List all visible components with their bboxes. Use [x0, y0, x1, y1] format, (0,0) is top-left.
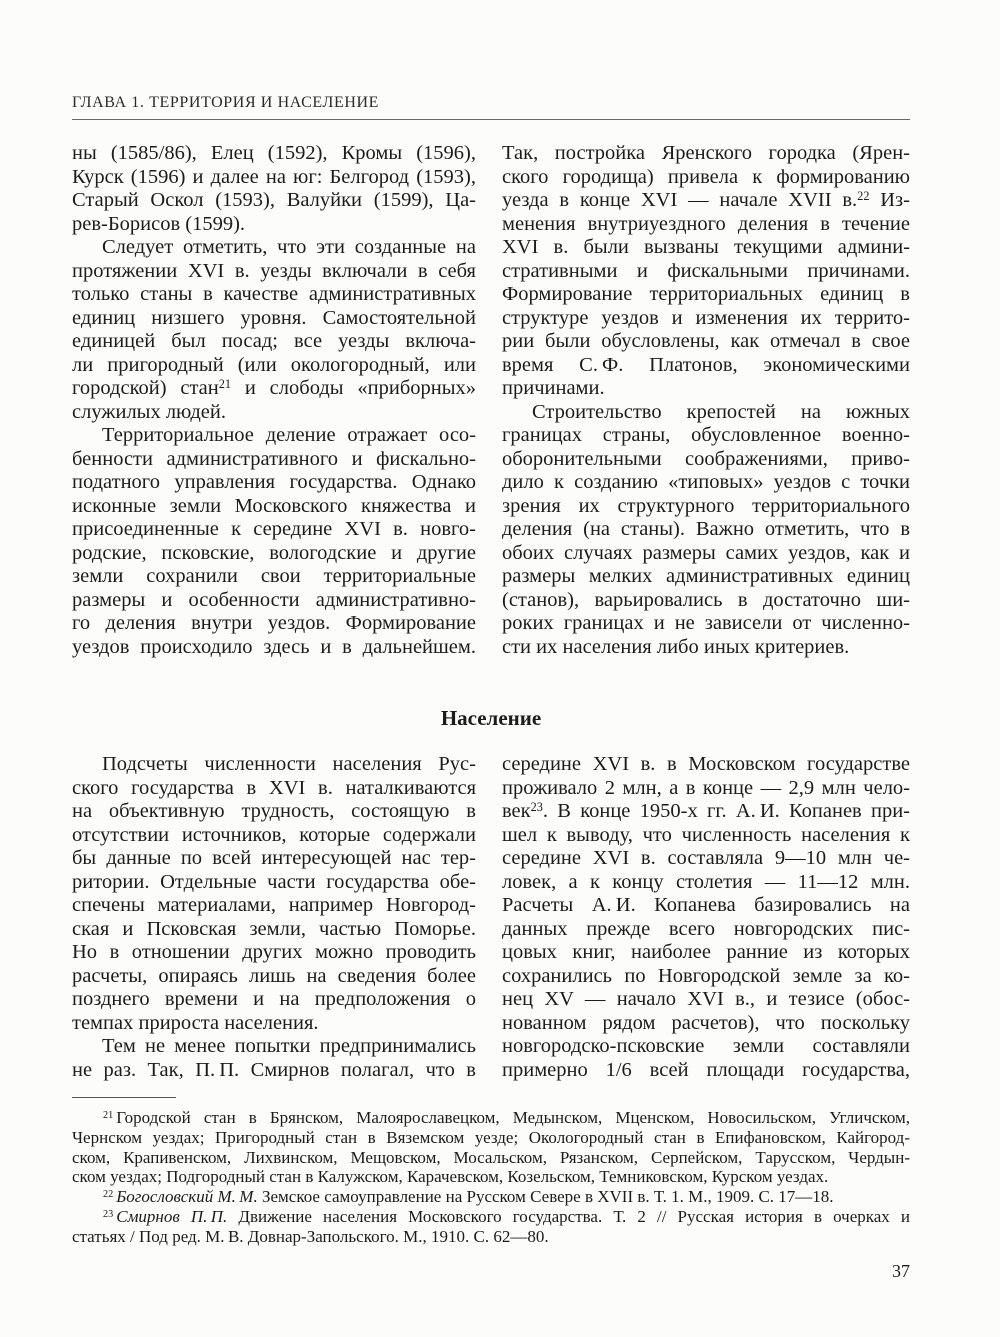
text-run: нованном рядом расчетов), что поскольку — [502, 1011, 910, 1034]
text-line — [72, 166, 476, 190]
text-run: Расчеты А. И. Копанева базировались на — [502, 894, 910, 916]
text-line — [502, 236, 910, 260]
running-header: ГЛАВА 1. ТЕРРИТОРИЯ И НАСЕЛЕНИЕ — [72, 94, 380, 111]
text-run: границах страны, обусловленное военно- — [502, 424, 910, 446]
text-line — [502, 871, 910, 895]
text-line — [502, 518, 910, 542]
footnote — [72, 1187, 910, 1207]
text-run: цовых книг, наиболее ранние из которых — [502, 941, 910, 963]
text-line — [502, 377, 910, 401]
text-line — [502, 988, 910, 1012]
author-name: Смирнов П. П. — [116, 1206, 228, 1226]
text-line — [502, 589, 910, 613]
footnotes — [72, 1108, 910, 1247]
text-run: середине XVI в. в Московском государстве — [502, 753, 910, 775]
text-run: Тем не менее попытки предпринимались — [102, 1035, 476, 1057]
text-line — [502, 941, 910, 965]
text-run: данных прежде всего новгородских пис- — [502, 917, 910, 940]
text-line — [72, 894, 476, 918]
footnote-reference: 23 — [530, 799, 543, 814]
text-run: городской) стан — [72, 377, 219, 399]
text-line — [502, 213, 910, 237]
paragraph — [72, 142, 476, 236]
text-line — [72, 871, 476, 895]
text-line — [502, 354, 910, 378]
text-line — [502, 1035, 910, 1059]
text-line — [502, 918, 910, 942]
text-run: середине XVI в. составляла 9—10 млн че- — [502, 847, 910, 869]
text-line — [72, 1227, 910, 1247]
text-line — [502, 542, 910, 566]
text-run: служилых людей. — [72, 400, 226, 423]
text-run: Городской стан в Брянском, Малоярославецком, Медынском, Мценском, Новосильском, Угличском, — [116, 1108, 910, 1127]
text-run: ского городища) привела к формированию — [502, 165, 910, 188]
text-run: ского государства в XVI в. наталкиваются — [72, 776, 476, 799]
text-run: новгородско-псковские земли составляли — [502, 1035, 910, 1057]
text-run: обоих случаях размеры самих уездов, как и — [502, 541, 910, 564]
text-line — [502, 142, 910, 166]
text-run: время С. Ф. Платонов, экономическими — [502, 353, 910, 376]
text-line — [72, 777, 476, 801]
footnote-reference: 22 — [857, 188, 870, 203]
text-run: Из- — [869, 189, 910, 211]
text-run: единиц низшего уровня. Самостоятельной — [72, 306, 476, 329]
text-line — [72, 1035, 476, 1059]
text-run: . В конце 1950-х гг. А. И. Копанев при- — [542, 800, 910, 822]
footnote — [72, 1108, 910, 1187]
text-run: уезда в конце XVI — начале XVII в. — [502, 189, 858, 211]
text-run: роких границах и не зависели от численно- — [502, 612, 910, 634]
text-line — [72, 448, 476, 472]
paragraph — [72, 424, 476, 659]
text-line — [502, 448, 910, 472]
text-run: стративными и фискальными причинами. — [502, 259, 910, 282]
text-run: Строительство крепостей на южных — [532, 400, 910, 423]
text-run: деления (на станы). Важно отметить, что в — [502, 518, 910, 540]
text-run: шел к выводу, что численность населения к — [502, 823, 910, 846]
text-column-top-right — [502, 142, 910, 659]
text-run: бенности административного и фискально- — [72, 447, 476, 470]
text-line — [502, 330, 910, 354]
text-run: расчеты, опираясь лишь на сведения более — [72, 964, 476, 987]
text-line — [502, 894, 910, 918]
text-run: Следует отметить, что эти созданные на — [102, 236, 476, 258]
text-line — [72, 354, 476, 378]
footnote — [72, 1207, 910, 1247]
text-line — [72, 1187, 910, 1207]
text-line — [72, 918, 476, 942]
text-run: оборонительными соображениями, приво- — [502, 447, 910, 470]
text-run: земли сохранили свои территориальные — [72, 565, 476, 587]
section-heading: Население — [440, 706, 542, 730]
footnote-reference: 21 — [218, 376, 232, 391]
text-line — [72, 636, 476, 660]
text-line — [502, 824, 910, 848]
text-run: бы данные по всей интересующей нас тер- — [72, 847, 476, 869]
text-run: Курск (1596) и далее на юг: Белгород (1593), — [72, 165, 476, 188]
text-line — [72, 307, 476, 331]
footnote-number: 22 — [103, 1189, 114, 1201]
paragraph — [72, 236, 476, 424]
text-line — [502, 471, 910, 495]
text-line — [72, 1108, 910, 1128]
text-line — [72, 189, 476, 213]
paragraph — [502, 142, 910, 401]
text-line — [502, 800, 910, 824]
text-run: спечены материалами, например Новгород- — [72, 894, 476, 916]
header-rule — [72, 119, 910, 120]
text-line — [502, 753, 910, 777]
text-line — [502, 612, 910, 636]
text-line — [72, 471, 476, 495]
footnote-separator — [72, 1097, 176, 1098]
text-run: отсутствии источников, которые содержали — [72, 823, 476, 846]
text-run: не раз. Так, П. П. Смирнов полагал, что в — [72, 1058, 476, 1081]
text-run: Земское самоуправление на Русском Севере в XVII в. Т. 1. М., 1909. С. 17—18. — [257, 1187, 834, 1207]
text-run: XVI в. были вызваны текущими админи- — [502, 236, 910, 258]
text-line — [502, 189, 910, 213]
text-line — [72, 988, 476, 1012]
text-run: менения внутриуездного деления в течение — [502, 212, 910, 235]
text-run: позднего времени и на предположения о — [72, 988, 476, 1010]
text-run: Так, постройка Яренского городка (Ярен- — [502, 142, 910, 164]
author-name: Богословский М. М. — [116, 1187, 258, 1207]
text-line — [502, 777, 910, 801]
text-run: Чернском уездах; Пригородный стан в Вяземском уезде; Окологородный стан в Епифановском, Кайгород- — [72, 1127, 910, 1147]
text-column-bottom-left — [72, 753, 476, 1082]
text-run: уездов происходило здесь и в дальнейшем. — [72, 635, 476, 658]
text-column-bottom-right — [502, 753, 910, 1082]
text-run: податного управления государства. Однако — [72, 471, 476, 493]
text-run: ритории. Отдельные части государства обе- — [72, 870, 476, 893]
text-run: зрения их структурного территориального — [502, 494, 910, 517]
text-line — [502, 1012, 910, 1036]
text-line — [502, 565, 910, 589]
text-line — [72, 260, 476, 284]
text-line — [502, 401, 910, 425]
text-run: темпах прироста населения. — [72, 1011, 319, 1034]
text-run: ская и Псковская земли, частью Поморье. — [72, 917, 476, 940]
text-line — [72, 965, 476, 989]
text-run: ли пригородный (или окологородный, или — [72, 353, 476, 376]
text-run: статьях / Под ред. М. В. Довнар-Запольского. М., 1910. С. 62—80. — [72, 1226, 549, 1246]
text-line — [72, 213, 476, 237]
text-line — [72, 589, 476, 613]
text-line — [72, 518, 476, 542]
text-run: родские, псковские, вологодские и другие — [72, 541, 476, 564]
paragraph — [72, 1035, 476, 1082]
text-run: сти их населения либо иных критериев. — [502, 635, 850, 658]
text-line — [72, 401, 476, 425]
text-line — [72, 824, 476, 848]
text-line — [72, 1012, 476, 1036]
text-line — [502, 307, 910, 331]
text-run: Движение населения Московского государства. Т. 2 // Русская история в очерках и — [227, 1206, 910, 1226]
text-run: и слободы «приборных» — [231, 377, 476, 399]
text-run: рии были обусловлены, как отмечал в свое — [502, 330, 910, 352]
text-run: ском уездах; Подгородный стан в Калужском, Карачевском, Козельском, Темниковском, Курском уездах. — [72, 1167, 829, 1187]
text-run: век — [502, 800, 531, 822]
paragraph — [72, 753, 476, 1035]
text-line — [72, 565, 476, 589]
paragraph — [502, 401, 910, 660]
text-line — [72, 377, 476, 401]
text-line — [72, 495, 476, 519]
text-line — [502, 260, 910, 284]
text-run: только станы в качестве административных — [72, 283, 476, 305]
text-line — [502, 965, 910, 989]
text-run: ловек, а к концу столетия — 11—12 млн. — [502, 870, 910, 893]
text-run: проживало 2 млн, а в конце — 2,9 млн чело- — [502, 776, 910, 799]
footnote-number: 23 — [103, 1208, 114, 1220]
text-run: Но в отношении других можно проводить — [72, 941, 476, 963]
text-run: дило к созданию «типовых» уездов с точки — [502, 471, 910, 493]
text-run: структуре уездов и изменения их террито- — [502, 306, 910, 329]
text-run: размеры и особенности административно- — [72, 588, 476, 611]
text-run: го деления внутри уездов. Формирование — [72, 612, 476, 634]
text-line — [72, 1148, 910, 1168]
text-run: единицей был посад; все уезды включа- — [72, 330, 476, 352]
text-run: протяжении XVI в. уезды включали в себя — [72, 259, 476, 282]
text-line — [502, 283, 910, 307]
text-run: нец XV — начало XVI в., и тезисе (обос- — [502, 988, 910, 1010]
text-run: причинами. — [502, 377, 605, 399]
text-line — [72, 1059, 476, 1083]
text-run: размеры мелких административных единиц — [502, 565, 910, 587]
text-line — [72, 283, 476, 307]
text-line — [72, 424, 476, 448]
text-line — [72, 612, 476, 636]
text-run: примерно 1/6 всей площади государства, — [502, 1058, 910, 1081]
text-run: ны (1585/86), Елец (1592), Кромы (1596), — [72, 142, 476, 164]
text-line — [72, 236, 476, 260]
text-line — [72, 330, 476, 354]
text-line — [502, 847, 910, 871]
text-line — [502, 1059, 910, 1083]
text-line — [72, 1167, 910, 1187]
text-line — [72, 941, 476, 965]
text-run: (станов), варьировались в достаточно ши- — [502, 588, 910, 611]
text-column-top-left — [72, 142, 476, 659]
text-run: Старый Оскол (1593), Валуйки (1599), Ца- — [72, 189, 476, 211]
text-run: Территориальное деление отражает осо- — [102, 424, 476, 446]
text-line — [72, 1207, 910, 1227]
text-line — [502, 636, 910, 660]
text-run: на объективную трудность, состоящую в — [72, 800, 476, 822]
text-line — [72, 1128, 910, 1148]
text-run: исконные земли Московского княжества и — [72, 494, 476, 517]
text-run: сохранились по Новгородской земле за ко- — [502, 964, 910, 987]
text-run: Подсчеты численности населения Рус- — [102, 753, 476, 775]
text-line — [502, 495, 910, 519]
paragraph — [502, 753, 910, 1082]
text-run: рев-Борисов (1599). — [72, 212, 246, 235]
text-line — [502, 424, 910, 448]
text-run: присоединенные к середине XVI в. новго- — [72, 518, 476, 540]
text-line — [72, 847, 476, 871]
text-run: ском, Крапивенском, Лихвинском, Мещовском, Мосальском, Рязанском, Серпейском, Тарусском, Чердын- — [72, 1147, 910, 1167]
text-line — [72, 800, 476, 824]
text-line — [72, 753, 476, 777]
text-line — [72, 142, 476, 166]
footnote-number: 21 — [103, 1109, 114, 1121]
text-line — [502, 166, 910, 190]
text-line — [72, 542, 476, 566]
text-run: Формирование территориальных единиц в — [502, 283, 910, 305]
page-number: 37 — [892, 1261, 910, 1281]
